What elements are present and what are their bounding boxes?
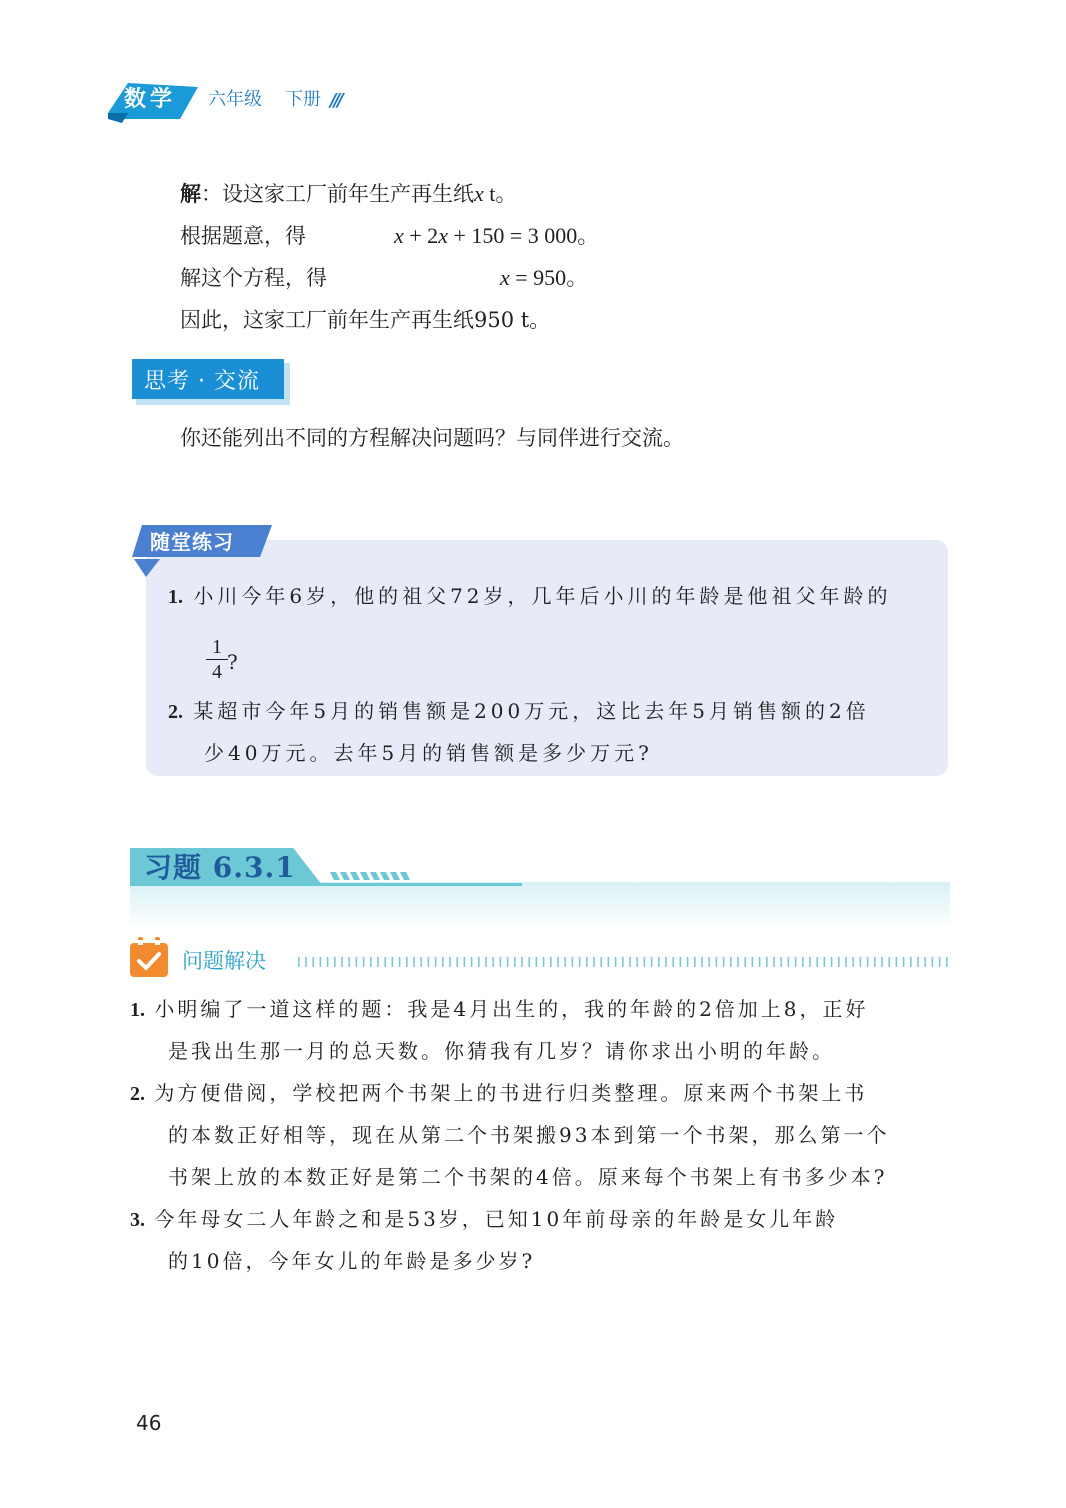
eq1-x2: x — [438, 223, 448, 248]
problem-solving-title: 问题解决 — [182, 949, 266, 973]
practice-item-1-question-mark: ? — [227, 650, 242, 674]
exercise-item-1-line1: 小明编了一道这样的题：我是4月出生的，我的年龄的2倍加上8，正好 — [154, 997, 869, 1021]
practice-item-1-fraction — [206, 636, 228, 683]
exercise-item-2-line1: 为方便借阅，学校把两个书架上的书进行归类整理。原来两个书架上书 — [154, 1081, 868, 1105]
think-discuss-label: 思考 · 交流 — [144, 369, 260, 394]
practice-item-2: 2. 某超市今年5月的销售额是200万元，这比去年5月销售额的2倍 — [168, 699, 870, 723]
practice-item-2-line2: 少40万元。去年5月的销售额是多少万元? — [204, 741, 653, 765]
solution-line-4: 因此，这家工厂前年生产再生纸950 t。 — [180, 308, 551, 332]
practice-item-2-line1: 某超市今年5月的销售额是200万元，这比去年5月销售额的2倍 — [193, 699, 870, 723]
practice-item-2-number: 2 — [168, 701, 178, 723]
solution-line-3-text: 解这个方程，得 — [180, 266, 327, 290]
practice-item-1-number: 1 — [168, 586, 178, 608]
eq1-p1: + 2 — [403, 223, 439, 248]
exercise-item-2: 2. 为方便借阅，学校把两个书架上的书进行归类整理。原来两个书架上书 — [130, 1081, 868, 1105]
exercise-item-1-line2: 是我出生那一月的总天数。你猜我有几岁？请你求出小明的年龄。 — [168, 1039, 835, 1063]
solution-intro-var: x — [474, 181, 484, 206]
fraction-numerator: 1 — [212, 636, 222, 658]
fraction-denominator: 4 — [212, 661, 222, 683]
exercise-title: 习题 6.3.1 — [144, 851, 296, 884]
solution-line-1 — [180, 179, 517, 209]
eq2-rest: = 950 — [509, 265, 567, 290]
practice-label: 随堂练习 — [150, 530, 234, 554]
solution-intro-unit: t。 — [483, 181, 518, 206]
eq1-end: 。 — [577, 223, 600, 248]
exercise-item-3-line1: 今年母女二人年龄之和是53岁，已知10年前母亲的年龄是女儿年龄 — [154, 1207, 839, 1231]
eq2-end: 。 — [566, 265, 589, 290]
header-volume: 下册 — [285, 89, 321, 110]
exercise-item-1: 1. 小明编了一道这样的题：我是4月出生的，我的年龄的2倍加上8，正好 — [130, 997, 869, 1021]
exercise-item-2-line3: 书架上放的本数正好是第二个书架的4倍。原来每个书架上有书多少本? — [168, 1165, 888, 1189]
solution-line-2-text: 根据题意，得 — [180, 224, 306, 248]
practice-item-1: 1. 小川今年6岁，他的祖父72岁，几年后小川的年龄是他祖父年龄的 — [168, 584, 892, 608]
exercise-item-3-line2: 的10倍，今年女儿的年龄是多少岁? — [168, 1249, 536, 1273]
solution-equation-1 — [394, 221, 599, 251]
practice-item-1-line1: 小川今年6岁，他的祖父72岁，几年后小川的年龄是他祖父年龄的 — [193, 584, 892, 608]
section-divider-dots — [298, 957, 948, 967]
header-subject: 数学 — [124, 87, 177, 112]
page-number: 46 — [136, 1411, 162, 1435]
header-slash-decoration: /// — [330, 90, 341, 111]
solution-equation-2 — [500, 263, 588, 293]
eq2-x: x — [500, 265, 510, 290]
exercise-item-2-number: 2 — [130, 1083, 140, 1105]
exercise-item-3-number: 3 — [130, 1209, 140, 1231]
eq1-x1: x — [394, 223, 404, 248]
think-discuss-question: 你还能列出不同的方程解决问题吗？与同伴进行交流。 — [180, 426, 684, 450]
calendar-check-icon — [130, 937, 168, 977]
solution-intro: ：设这家工厂前年生产再生纸 — [201, 182, 474, 206]
exercise-item-2-line2: 的本数正好相等，现在从第二个书架搬93本到第一个书架，那么第一个 — [168, 1123, 890, 1147]
exercise-item-3: 3. 今年母女二人年龄之和是53岁，已知10年前母亲的年龄是女儿年龄 — [130, 1207, 839, 1231]
eq1-p2: + 150 = 3 000 — [447, 223, 578, 248]
exercise-item-1-number: 1 — [130, 999, 140, 1021]
solution-label: 解 — [180, 181, 201, 206]
header-grade: 六年级 — [208, 89, 262, 110]
